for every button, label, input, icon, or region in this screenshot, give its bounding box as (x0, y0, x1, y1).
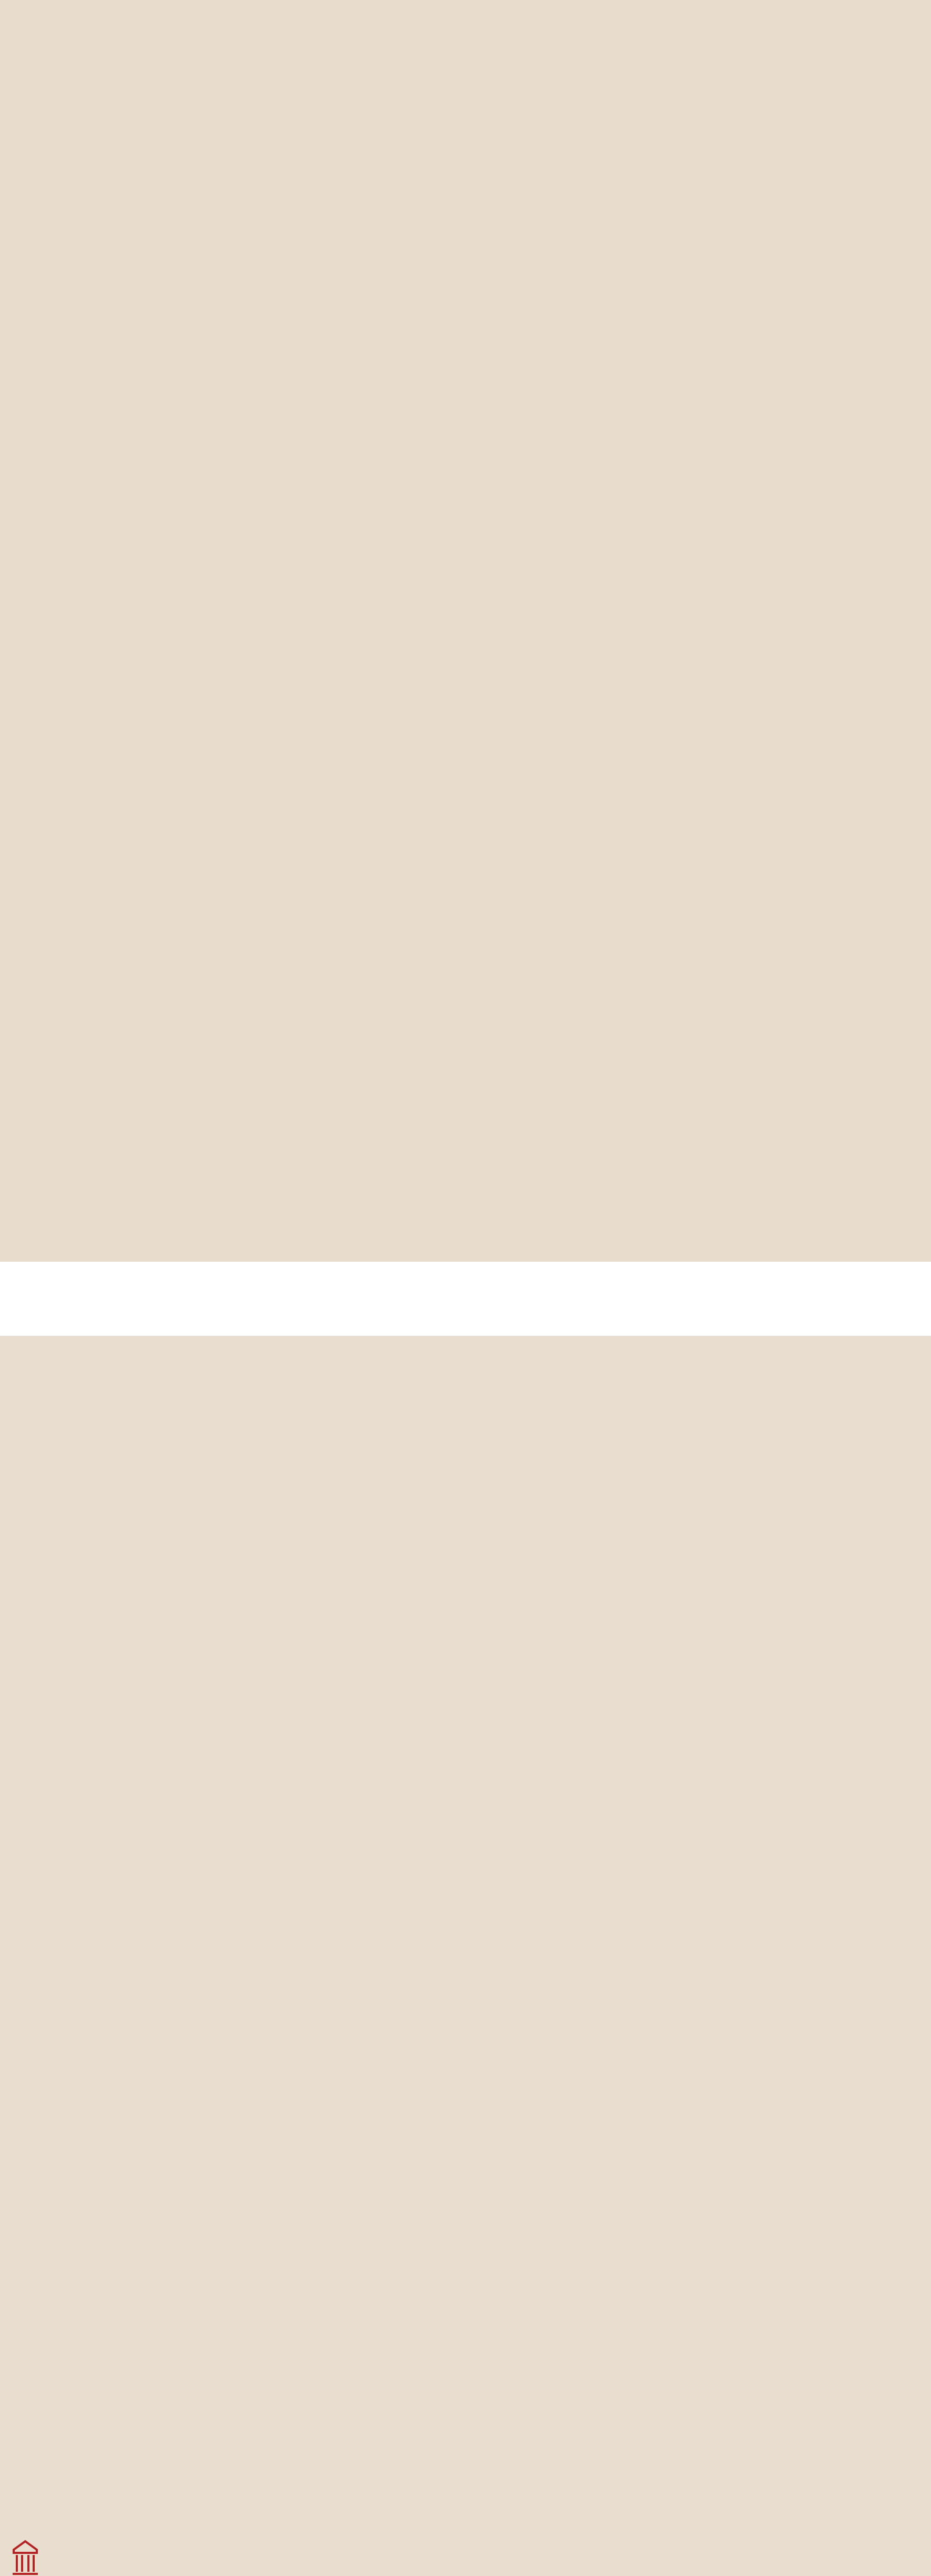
document-page (0, 0, 931, 1262)
footer-bar (0, 1262, 931, 1336)
library-logo-icon (9, 2539, 41, 2576)
